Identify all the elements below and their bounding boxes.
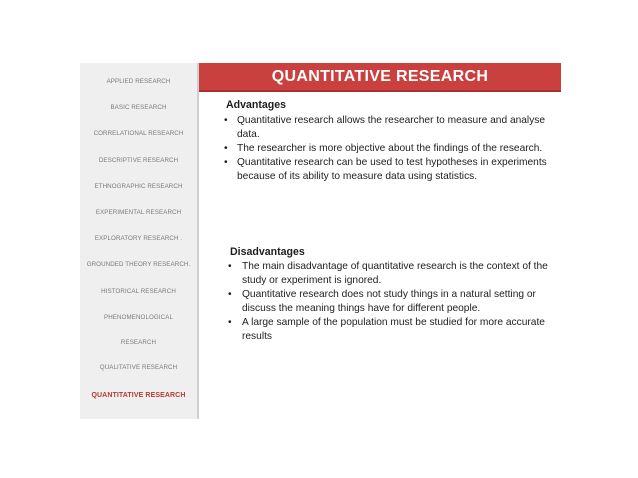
nav-item-descriptive-research[interactable]: DESCRIPTIVE RESEARCH [98,157,179,164]
disadvantages-heading: Disadvantages [230,246,305,258]
page-title: QUANTITATIVE RESEARCH [199,63,561,92]
nav-item-research[interactable]: RESEARCH [120,339,157,346]
nav-item-basic-research[interactable]: BASIC RESEARCH [110,104,167,111]
disadvantages-list [228,260,548,344]
advantages-heading: Advantages [226,99,287,111]
bullet-icon: • [224,157,228,168]
nav-item-historical-research[interactable]: HISTORICAL RESEARCH [101,288,176,295]
list-item: • Quantitative research can be used to test hypotheses in experiments because of its ability to measure data using statistics. [224,157,547,182]
bullet-icon: • [228,261,232,272]
nav-item-experimental-research[interactable]: EXPERIMENTAL RESEARCH [95,209,182,216]
nav-item-applied-research[interactable]: APPLIED RESEARCH [106,78,171,85]
list-item: • Quantitative research does not study things in a natural setting or discuss the meaning things have for different people. [228,289,536,314]
list-item: • A large sample of the population must be studied for more accurate results [228,317,545,342]
bullet-icon: • [228,289,232,300]
list-item: • The main disadvantage of quantitative research is the context of the study or experiment is ignored. [228,261,548,286]
list-item: • The researcher is more objective about the findings of the research. [224,143,543,154]
nav-item-qualitative-research[interactable]: QUALITATIVE RESEARCH [99,364,178,371]
nav-item-grounded-theory-research[interactable]: GROUNDED THEORY RESEARCH. [86,261,191,268]
bullet-icon: • [224,115,228,126]
advantages-list [224,114,554,184]
nav-item-quantitative-research[interactable]: QUANTITATIVE RESEARCH [91,392,186,399]
bullet-icon: • [224,143,228,154]
bullet-icon: • [228,317,232,328]
nav-item-phenomenological[interactable]: PHENOMENOLOGICAL [104,314,173,321]
nav-item-correlational-research[interactable]: CORRELATIONAL RESEARCH [93,130,184,137]
sidebar-nav [80,63,199,419]
nav-item-exploratory-research[interactable]: EXPLORATORY RESEARCH . [94,235,183,242]
list-item: • Quantitative research allows the researcher to measure and analyse data. [224,115,546,140]
nav-item-ethnographic-research[interactable]: ETHNOGRAPHIC RESEARCH [94,183,183,190]
